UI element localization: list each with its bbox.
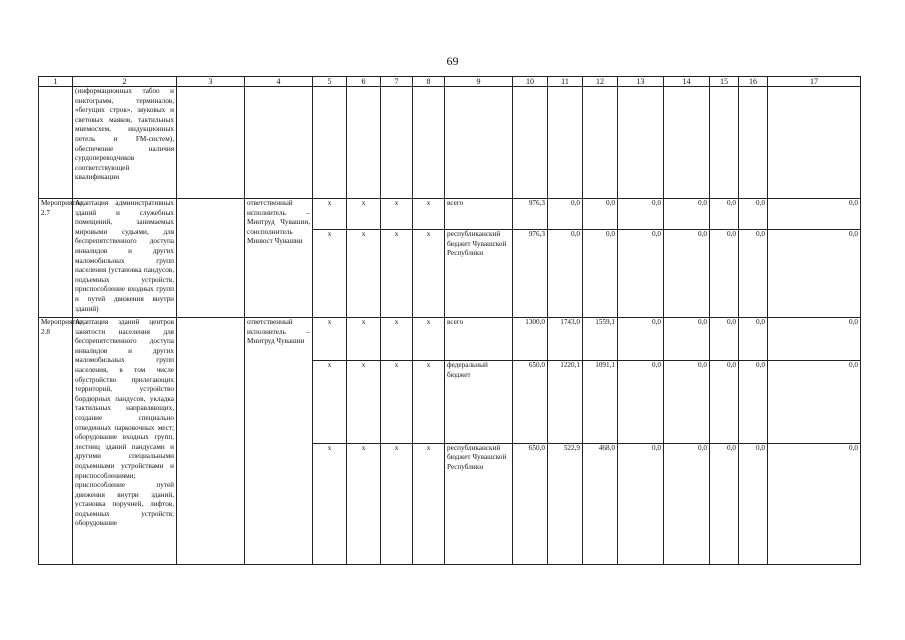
col-10: 10 [513, 77, 548, 87]
col-13: 13 [618, 77, 664, 87]
col-12: 12 [583, 77, 618, 87]
col-3: 3 [177, 77, 245, 87]
table-row [39, 87, 861, 199]
col-2: 2 [73, 77, 177, 87]
col-7: 7 [381, 77, 413, 87]
col-5: 5 [313, 77, 347, 87]
page-number: 69 [446, 54, 459, 68]
measure-executor: ответственный исполнитель – Минтруд Чувашии [245, 318, 313, 565]
col-4: 4 [245, 77, 313, 87]
funding-source: республиканский бюджет Чувашской Республики [445, 443, 513, 564]
col-15: 15 [710, 77, 739, 87]
col-17: 17 [768, 77, 861, 87]
funding-source: республиканский бюджет Чувашской Республики [445, 230, 513, 318]
table-row: Мероприятие 2.7 Адаптация административных зданий и служебных помещений, занимаемых мировыми судьями, для беспрепятственного доступа инвалидов и других маломобильных групп населения (установка пандусов, подъемных устройств, приспособление входных групп и путей движения внутри зданий) ответственный исполнитель – Минтруд Чувашии, соисполнитель Минюст Чувашии x x x x всего 976,3 0,0 0,0 0,0 0,0 0,0 0,0 0,0 [39, 199, 861, 230]
table-row: x x x x республиканский бюджет Чувашской Республики 976,3 0,0 0,0 0,0 0,0 0,0 0,0 0,0 [39, 230, 861, 318]
funding-source: федеральный бюджет [445, 361, 513, 443]
continued-description: (информационных табло и пиктограмм, терминалов, «бегущих строк», звуковых и световых маяков, тактильных мнемосхем, индукционных петель и FM-систем), обеспечение наличия сурдопереводчиков соответствующей квалификации [73, 87, 177, 199]
table-row: Мероприятие 2.8 Адаптация зданий центров занятости населения для беспрепятственного доступа инвалидов и других маломобильных групп населения, в том числе обустройство прилегающих территорий, устройство бордюрных пандусов, укладка тактильных направляющих, создание специально отведенных парковочных мест; оборудование входных групп, лестниц зданий пандусами и другими специальными подъемными устройствами и приспособлениями; приспособление путей движения внутри зданий, установка поручней, лифтов, подъемных устройств; оборудование ответственный исполнитель – Минтруд Чувашии x x x x всего 1300,0 1743,0 1559,1 0,0 0,0 0,0 0,0 0,0 [39, 318, 861, 361]
measure-name: Адаптация зданий центров занятости населения для беспрепятственного доступа инвалидов и других маломобильных групп населения, в том числе обустройство прилегающих территорий, устройство бордюрных пандусов, укладка тактильных направляющих, создание специально отведенных парковочных мест; оборудование входных групп, лестниц зданий пандусами и другими специальными подъемными устройствами и приспособлениями; приспособление путей движения внутри зданий, установка поручней, лифтов, подъемных устройств; оборудование [73, 318, 177, 565]
col-6: 6 [347, 77, 381, 87]
table-row: x x x x республиканский бюджет Чувашской Республики 650,0 522,9 468,0 0,0 0,0 0,0 0,0 0,0 [39, 443, 861, 564]
table-row: x x x x федеральный бюджет 650,0 1220,1 1091,1 0,0 0,0 0,0 0,0 0,0 [39, 361, 861, 443]
column-number-row [39, 77, 861, 87]
measure-executor: ответственный исполнитель – Минтруд Чувашии, соисполнитель Минюст Чувашии [245, 199, 313, 318]
col-9: 9 [445, 77, 513, 87]
col-1: 1 [39, 77, 73, 87]
col-14: 14 [664, 77, 710, 87]
measure-code: Мероприятие 2.7 [39, 199, 73, 318]
col-16: 16 [739, 77, 768, 87]
measure-code: Мероприятие 2.8 [39, 318, 73, 565]
measure-name: Адаптация административных зданий и служебных помещений, занимаемых мировыми судьями, для беспрепятственного доступа инвалидов и других маломобильных групп населения (установка пандусов, подъемных устройств, приспособление входных групп и путей движения внутри зданий) [73, 199, 177, 318]
col-8: 8 [413, 77, 445, 87]
program-table [38, 76, 861, 565]
col-11: 11 [548, 77, 583, 87]
funding-source: всего [445, 318, 513, 361]
funding-source: всего [445, 199, 513, 230]
